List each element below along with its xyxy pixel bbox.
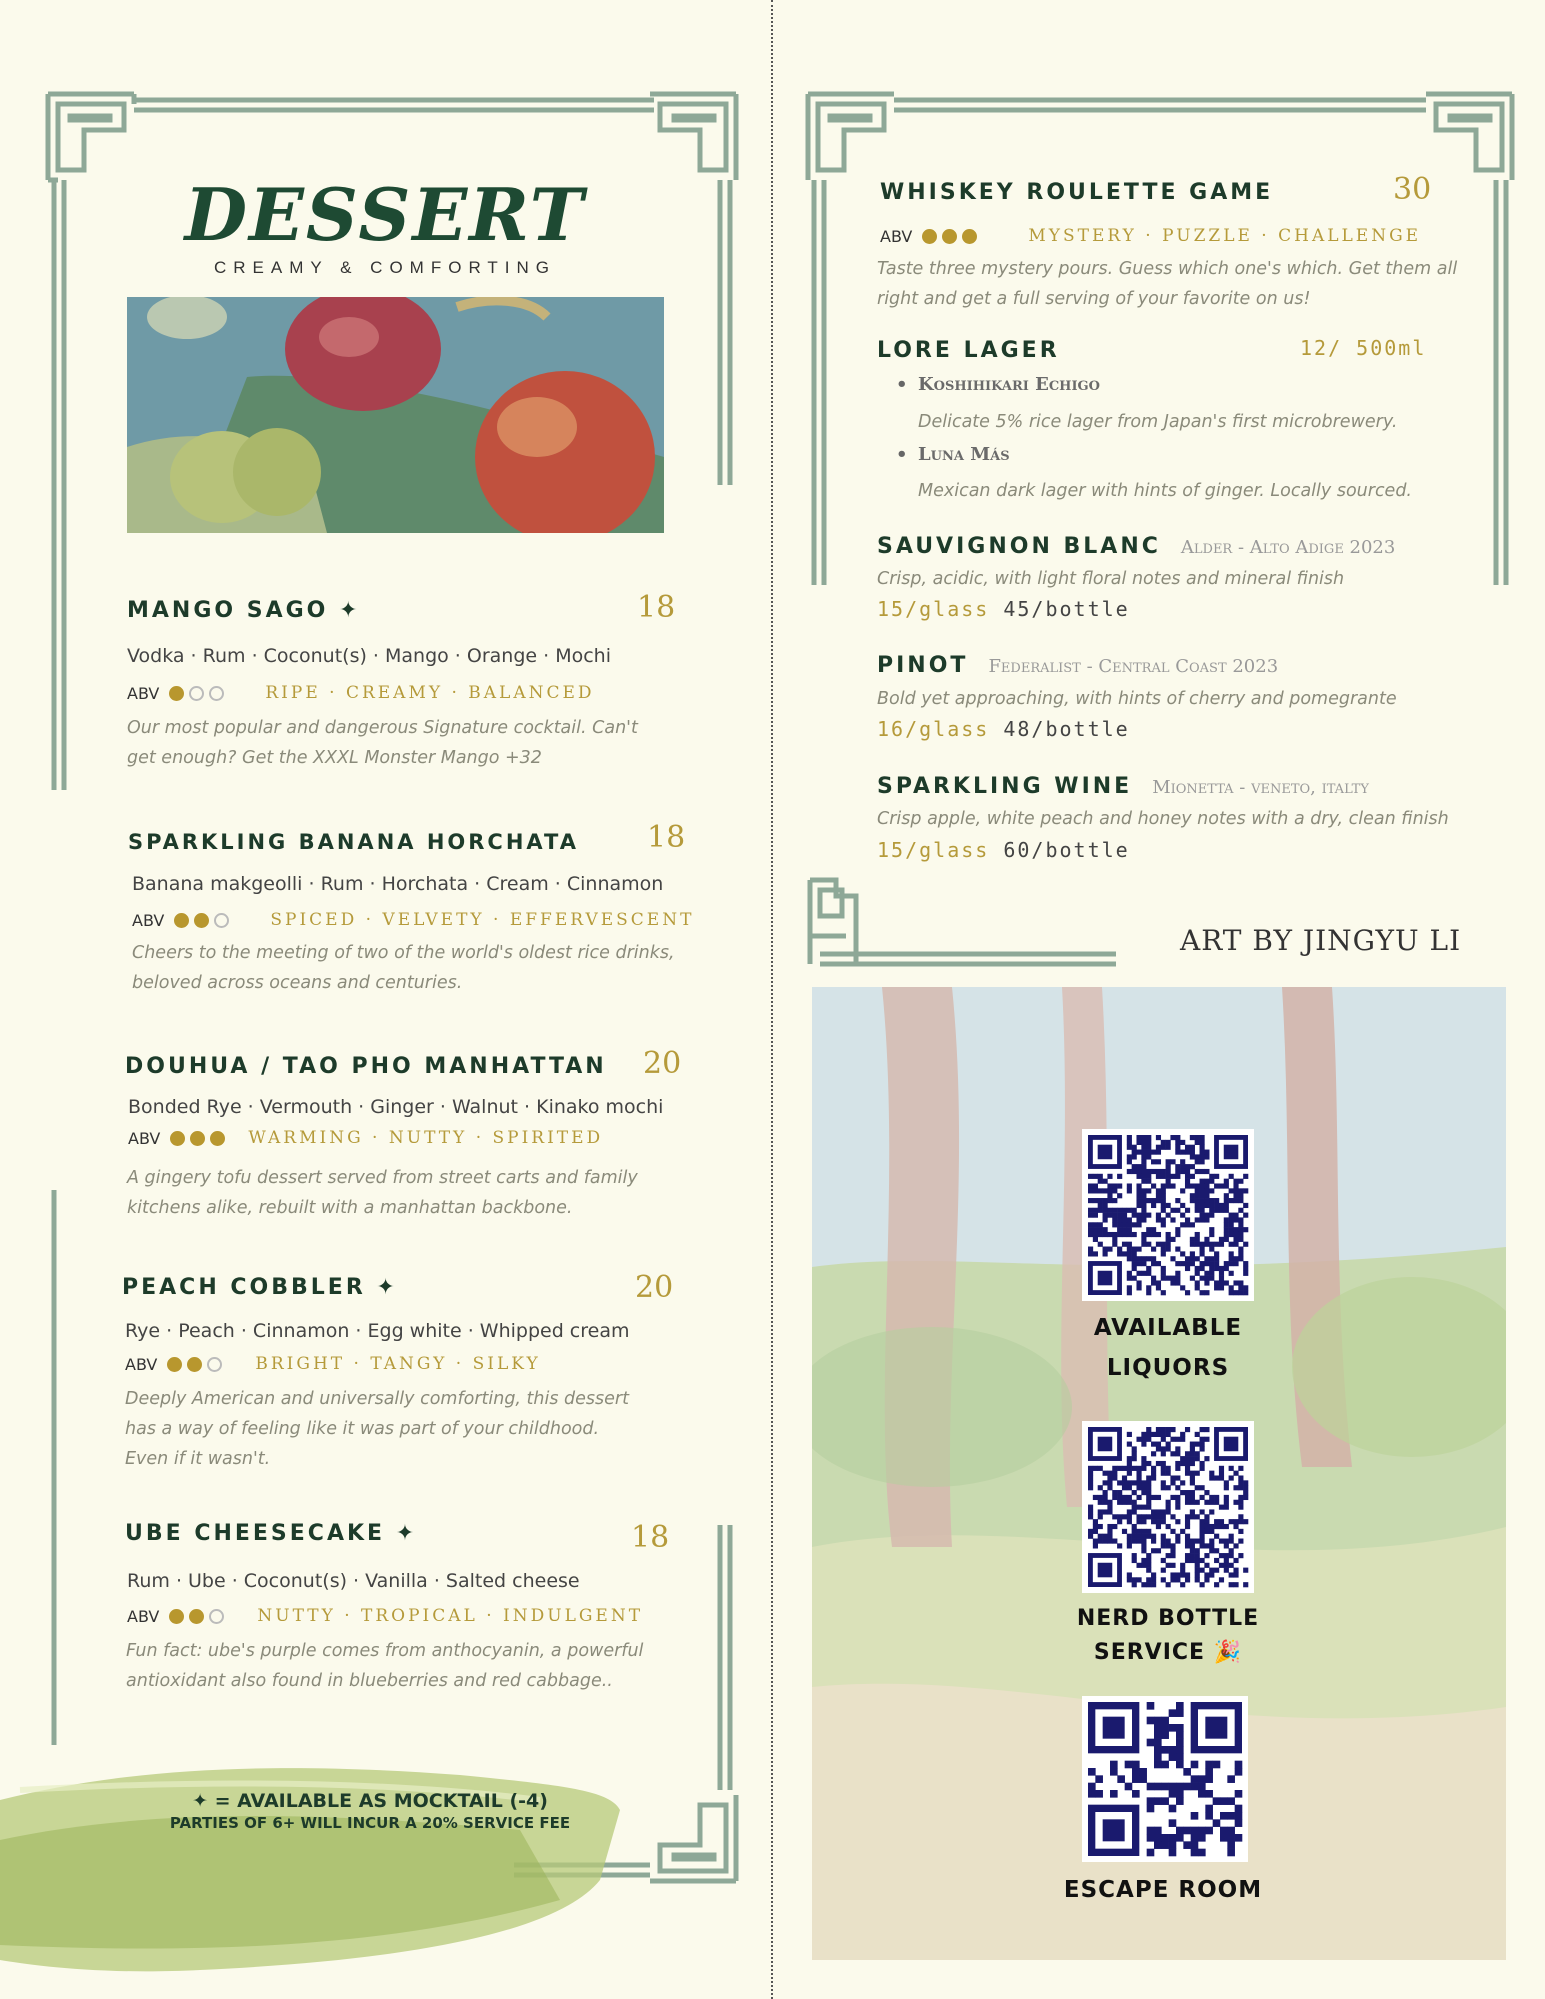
legend-service-fee: PARTIES OF 6+ WILL INCUR A 20% SERVICE FEE: [169, 1814, 571, 1832]
item-ingredients-mango-sago: Vodka · Rum · Coconut(s) · Mango · Orange · Mochi: [127, 645, 611, 667]
abv-row-mango-sago: [127, 683, 595, 703]
qr-label-line: AVAILABLE: [1093, 1315, 1243, 1341]
qr-label-escape-room: [1040, 1870, 1286, 1910]
item-price-mango-sago: 18: [637, 590, 676, 625]
abv-dot-filled: [190, 1131, 205, 1146]
qr-code-icon: [1082, 1129, 1254, 1301]
qr-label-nerd-bottle-service: [1040, 1602, 1296, 1670]
qr-code-nerd-bottle-service[interactable]: [1082, 1421, 1254, 1593]
desc-line: kitchens alike, rebuilt with a manhattan backbone.: [127, 1198, 573, 1218]
desc-line: Cheers to the meeting of two of the world's oldest rice drinks,: [132, 943, 675, 963]
abv-dot-filled: [187, 1357, 202, 1372]
qr-code-available-liquors[interactable]: [1082, 1129, 1254, 1301]
wine-name: PINOT: [877, 653, 969, 678]
desc-line: has a way of feeling like it was part of your childhood.: [125, 1419, 600, 1439]
item-price-whiskey-roulette: 30: [1393, 172, 1432, 207]
desc-line: A gingery tofu dessert served from street carts and family: [127, 1168, 638, 1188]
wine-desc-sauvignon-blanc: Crisp, acidic, with light floral notes and mineral finish: [877, 569, 1345, 589]
abv-dot-filled: [170, 1131, 185, 1146]
qr-code-icon: [1082, 1421, 1254, 1593]
item-ingredients-banana-horchata: Banana makgeolli · Rum · Horchata · Cream · Cinnamon: [132, 873, 664, 895]
qr-label-line: NERD BOTTLE: [1076, 1606, 1260, 1631]
desc-line: get enough? Get the XXXL Monster Mango +32: [127, 748, 542, 768]
qr-code-icon: [1082, 1696, 1248, 1862]
wine-name-sparkling: [877, 774, 1369, 799]
qr-label-line: ESCAPE ROOM: [1063, 1877, 1263, 1903]
qr-code-escape-room[interactable]: [1082, 1696, 1248, 1862]
item-tags-douhua-manhattan: WARMING · NUTTY · SPIRITED: [248, 1128, 604, 1148]
abv-label: ABV: [127, 1606, 160, 1626]
abv-dot-filled: [167, 1357, 182, 1372]
item-desc-whiskey-roulette: [877, 254, 1457, 314]
bottle-price: 45/bottle: [1003, 597, 1130, 621]
abv-label: ABV: [125, 1354, 158, 1374]
abv-dot-filled: [169, 686, 184, 701]
wine-name-sauvignon-blanc: [877, 534, 1395, 559]
lager-bullet-koshihikari: • Koshihikari Echigo: [918, 374, 1100, 395]
item-price-douhua-manhattan: 20: [643, 1046, 682, 1081]
wine-producer: Alder - Alto Adige 2023: [1180, 537, 1396, 558]
lager-desc-luna-mas: Mexican dark lager with hints of ginger. Locally sourced.: [918, 481, 1412, 501]
item-price-banana-horchata: 18: [647, 820, 686, 855]
abv-label: ABV: [128, 1128, 161, 1148]
item-tags-whiskey-roulette: MYSTERY · PUZZLE · CHALLENGE: [1028, 226, 1422, 246]
abv-dot-filled: [189, 1609, 204, 1624]
lager-bullet-luna-mas: • Luna Más: [918, 444, 1010, 465]
bottle-price: 48/bottle: [1003, 717, 1130, 741]
desc-line: right and get a full serving of your favorite on us!: [877, 289, 1311, 309]
item-desc-mango-sago: [127, 713, 638, 773]
wine-name: SAUVIGNON BLANC: [877, 534, 1161, 559]
abv-dot-empty: [207, 1357, 222, 1372]
item-name-mango-sago: MANGO SAGO ✦: [127, 598, 361, 623]
bottle-price: 60/bottle: [1003, 838, 1130, 862]
item-desc-peach-cobbler: [125, 1384, 629, 1474]
abv-row-banana-horchata: [132, 910, 694, 930]
item-price-peach-cobbler: 20: [635, 1270, 674, 1305]
art-by-credit: ART BY JINGYU LI: [1180, 924, 1462, 957]
abv-label: ABV: [127, 683, 160, 703]
item-desc-banana-horchata: [132, 938, 675, 998]
abv-label: ABV: [132, 910, 165, 930]
item-ingredients-peach-cobbler: Rye · Peach · Cinnamon · Egg white · Whipped cream: [125, 1320, 630, 1342]
abv-dot-filled: [194, 913, 209, 928]
dessert-subtitle: CREAMY & COMFORTING: [213, 258, 557, 277]
lager-price: 12/ 500ml: [1300, 336, 1427, 360]
qr-label-available-liquors: [1040, 1308, 1296, 1388]
item-name-banana-horchata: SPARKLING BANANA HORCHATA: [128, 830, 579, 854]
page-divider: [771, 0, 773, 1999]
desc-line: Deeply American and universally comforting, this dessert: [125, 1389, 629, 1409]
item-price-lore-lager: [1300, 336, 1426, 360]
wine-producer: Federalist - Central Coast 2023: [988, 656, 1279, 677]
art-by-ornament: [806, 876, 1116, 968]
qr-label-line: SERVICE 🎉: [1093, 1640, 1243, 1665]
abv-dot-filled: [169, 1609, 184, 1624]
item-price-ube-cheesecake: 18: [631, 1520, 670, 1555]
abv-dot-filled: [922, 229, 937, 244]
abv-dot-filled: [210, 1131, 225, 1146]
desc-line: Our most popular and dangerous Signature cocktail. Can't: [127, 718, 638, 738]
green-brush-stroke: [0, 1730, 650, 1980]
abv-row-douhua-manhattan: [128, 1128, 603, 1148]
item-ingredients-douhua-manhattan: Bonded Rye · Vermouth · Ginger · Walnut · Kinako mochi: [128, 1096, 664, 1118]
wine-price-sparkling: [877, 838, 1130, 862]
qr-label-line: LIQUORS: [1106, 1355, 1230, 1381]
item-name-lore-lager: LORE LAGER: [877, 338, 1060, 363]
abv-dot-empty: [209, 686, 224, 701]
wine-name: SPARKLING WINE: [877, 774, 1133, 799]
abv-label: ABV: [880, 226, 913, 246]
abv-row-whiskey-roulette: [880, 226, 1421, 246]
glass-price: 15/glass: [877, 597, 990, 621]
item-ingredients-ube-cheesecake: Rum · Ube · Coconut(s) · Vanilla · Salted cheese: [127, 1570, 580, 1592]
abv-dot-filled: [174, 913, 189, 928]
desc-line: Fun fact: ube's purple comes from anthocyanin, a powerful: [126, 1641, 644, 1661]
desc-line: Taste three mystery pours. Guess which one's which. Get them all: [877, 259, 1458, 279]
mocktail-legend: [140, 1790, 600, 1832]
item-tags-peach-cobbler: BRIGHT · TANGY · SILKY: [255, 1354, 541, 1374]
desc-line: Even if it wasn't.: [125, 1449, 271, 1469]
wine-name-pinot: [877, 653, 1278, 678]
item-name-douhua-manhattan: DOUHUA / TAO PHO MANHATTAN: [125, 1054, 607, 1079]
glass-price: 15/glass: [877, 838, 990, 862]
item-tags-banana-horchata: SPICED · VELVETY · EFFERVESCENT: [270, 910, 695, 930]
wine-desc-sparkling: Crisp apple, white peach and honey notes with a dry, clean finish: [877, 809, 1449, 829]
legend-mocktail: ✦ = AVAILABLE AS MOCKTAIL (-4): [192, 1790, 548, 1812]
abv-dot-empty: [214, 913, 229, 928]
lager-desc-koshihikari: Delicate 5% rice lager from Japan's first microbrewery.: [918, 412, 1398, 432]
glass-price: 16/glass: [877, 717, 990, 741]
abv-row-peach-cobbler: [125, 1354, 541, 1374]
item-desc-ube-cheesecake: [126, 1636, 643, 1696]
fruit-watercolor-painting: [127, 297, 664, 533]
desc-line: beloved across oceans and centuries.: [132, 973, 463, 993]
abv-row-ube-cheesecake: [127, 1606, 643, 1626]
abv-dot-filled: [942, 229, 957, 244]
wine-producer: Mionetta - veneto, italty: [1152, 777, 1369, 798]
dessert-title: DESSERT: [184, 172, 586, 257]
abv-dot-filled: [962, 229, 977, 244]
wine-price-pinot: [877, 717, 1130, 741]
item-name-whiskey-roulette: WHISKEY ROULETTE GAME: [880, 180, 1274, 205]
item-name-peach-cobbler: PEACH COBBLER ✦: [122, 1275, 398, 1300]
abv-dot-empty: [189, 686, 204, 701]
item-tags-ube-cheesecake: NUTTY · TROPICAL · INDULGENT: [257, 1606, 644, 1626]
abv-dot-empty: [209, 1609, 224, 1624]
desc-line: antioxidant also found in blueberries and red cabbage..: [126, 1671, 613, 1691]
item-desc-douhua-manhattan: [127, 1163, 638, 1223]
wine-price-sauvignon-blanc: [877, 597, 1130, 621]
item-tags-mango-sago: RIPE · CREAMY · BALANCED: [265, 683, 595, 703]
wine-desc-pinot: Bold yet approaching, with hints of cherry and pomegrante: [877, 689, 1397, 709]
item-name-ube-cheesecake: UBE CHEESECAKE ✦: [125, 1521, 418, 1546]
